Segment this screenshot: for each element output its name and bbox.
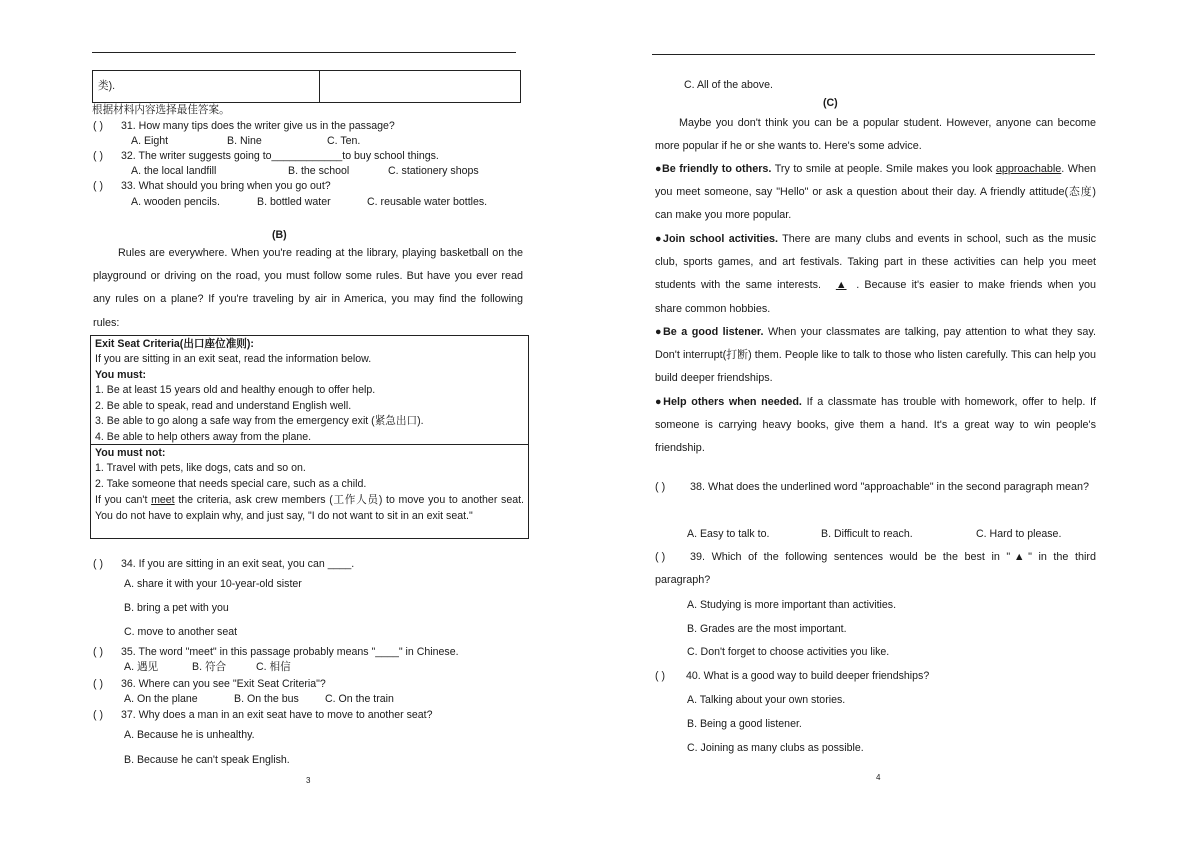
criteria-title: Exit Seat Criteria(出口座位准则): <box>95 338 254 350</box>
q31-option-a[interactable]: A. Eight <box>131 135 169 147</box>
page-number: 3 <box>306 776 311 785</box>
page-number: 4 <box>876 773 881 782</box>
tip-body: . When you meet someone, say "Hello" or ask a question about their day. A friendly attitude(态度) can make you more popular. <box>655 163 1096 222</box>
q32-option-c[interactable]: C. stationery shops <box>388 165 479 177</box>
q40-option-b[interactable]: B. Being a good listener. <box>687 718 802 730</box>
q35-option-c[interactable]: C. 相信 <box>256 661 291 673</box>
q36-option-a[interactable]: A. On the plane <box>124 693 198 705</box>
blank-triangle-marker: ▲ <box>835 279 847 292</box>
section-c-heading: (C) <box>823 97 838 109</box>
must-item: 4. Be able to help others away from the plane. <box>95 431 312 443</box>
section-b-heading: (B) <box>272 229 287 241</box>
tip-be-friendly <box>655 158 1096 228</box>
q33-blank[interactable]: ( ) <box>93 180 103 192</box>
q37-option-b[interactable]: B. Because he can't speak English. <box>124 754 290 766</box>
must-heading: You must: <box>95 369 147 381</box>
tip-join-activities <box>655 228 1096 321</box>
tip-body: When your classmates are talking, pay attention to what they say. Don't interrupt(打断) them. People like to talk to those who listen carefully. This can help you build deeper friendships. <box>655 326 1096 385</box>
section-c-intro <box>655 112 1096 158</box>
q31-blank[interactable]: ( ) <box>93 120 103 132</box>
q35-option-b[interactable]: B. 符合 <box>192 661 227 673</box>
q33-option-b[interactable]: B. bottled water <box>257 196 331 208</box>
q35-option-a[interactable]: A. 遇见 <box>124 661 159 673</box>
q33-option-a[interactable]: A. wooden pencils. <box>131 196 220 208</box>
q36-option-b[interactable]: B. On the bus <box>234 693 299 705</box>
header-rule <box>652 54 1095 55</box>
tip-body: If a classmate has trouble with homework, offer to help. If someone is carrying heavy books, give them a hand. It's a great way to win people's friendship. <box>655 396 1096 455</box>
q37-option-a[interactable]: A. Because he is unhealthy. <box>124 729 255 741</box>
q35-text: 35. The word "meet" in this passage probably means "____" in Chinese. <box>121 646 459 658</box>
q38-blank[interactable]: ( ) <box>655 481 666 493</box>
mustnot-item: 2. Take someone that needs special care, such as a child. <box>95 478 367 490</box>
closing-after: the criteria, ask crew members (工作人员) to move you to another seat. You do not have to explain why, and just say, "I do not want to sit in an exit seat." <box>95 494 525 522</box>
mustnot-item: 1. Travel with pets, like dogs, cats and so on. <box>95 462 306 474</box>
q34-option-a[interactable]: A. share it with your 10-year-old sister <box>124 578 302 590</box>
q31-option-c[interactable]: C. Ten. <box>327 135 361 147</box>
q40-option-c[interactable]: C. Joining as many clubs as possible. <box>687 742 864 754</box>
q38-text: 38. What does the underlined word "approachable" in the second paragraph mean? <box>690 481 1090 493</box>
q31-option-b[interactable]: B. Nine <box>227 135 262 147</box>
q32-option-b[interactable]: B. the school <box>288 165 350 177</box>
exit-seat-criteria-box <box>90 335 529 539</box>
tip-good-listener <box>655 321 1096 391</box>
tip-heading: ●Help others when needed. <box>655 396 802 408</box>
q35-blank[interactable]: ( ) <box>93 646 103 658</box>
intro-text: Maybe you don't think you can be a popular student. However, anyone can become more popular if he or she wants to. Here's some advice. <box>655 117 1096 153</box>
box-divider <box>91 444 528 445</box>
q39-option-c[interactable]: C. Don't forget to choose activities you like. <box>687 646 890 658</box>
q38-option-a[interactable]: A. Easy to talk to. <box>687 528 770 540</box>
tip-help-others <box>655 391 1096 461</box>
underlined-word-approachable: approachable <box>995 163 1062 175</box>
criteria-intro: If you are sitting in an exit seat, read the information below. <box>95 353 372 365</box>
tip-heading: ●Join school activities. <box>655 233 778 245</box>
q39-option-b[interactable]: B. Grades are the most important. <box>687 623 847 635</box>
table-cell-text: 类). <box>98 80 116 92</box>
q31-text: 31. How many tips does the writer give us in the passage? <box>121 120 395 132</box>
q32-text: 32. The writer suggests going to____________to buy school things. <box>121 150 439 162</box>
answer-table-fragment <box>92 70 521 103</box>
q38-option-b[interactable]: B. Difficult to reach. <box>821 528 913 540</box>
carryover-option: C. All of the above. <box>684 79 773 91</box>
q38-option-c[interactable]: C. Hard to please. <box>976 528 1062 540</box>
q36-text: 36. Where can you see "Exit Seat Criteria"? <box>121 678 326 690</box>
q39-option-a[interactable]: A. Studying is more important than activities. <box>687 599 897 611</box>
q34-option-c[interactable]: C. move to another seat <box>124 626 238 638</box>
tip-body: Try to smile at people. Smile makes you look <box>771 163 996 175</box>
q39 <box>655 546 1096 592</box>
tip-body: There are many clubs and events in school, such as the music club, sports games, and art festivals. Taking part in these activities can help you meet students with the same interests. <box>655 233 1096 292</box>
q40-text: 40. What is a good way to build deeper friendships? <box>686 670 930 682</box>
instruction: 根据材料内容选择最佳答案。 <box>92 104 230 116</box>
intro-text: Rules are everywhere. When you're reading at the library, playing basketball on the playground or driving on the road, you must follow some rules. But have you ever read any rules on a plane? If you're traveling by air in America, you may find the following rules: <box>93 247 523 329</box>
tip-heading: ●Be friendly to others. <box>655 163 772 175</box>
q37-blank[interactable]: ( ) <box>93 709 103 721</box>
q33-option-c[interactable]: C. reusable water bottles. <box>367 196 488 208</box>
must-item: 3. Be able to go along a safe way from the emergency exit (紧急出口). <box>95 415 424 427</box>
tip-heading: ●Be a good listener. <box>655 326 764 338</box>
q37-text: 37. Why does a man in an exit seat have to move to another seat? <box>121 709 433 721</box>
q36-blank[interactable]: ( ) <box>93 678 103 690</box>
section-b-intro <box>93 242 523 335</box>
q40-option-a[interactable]: A. Talking about your own stories. <box>687 694 846 706</box>
must-item: 2. Be able to speak, read and understand English well. <box>95 400 352 412</box>
criteria-closing <box>95 493 524 524</box>
must-item: 1. Be at least 15 years old and healthy enough to offer help. <box>95 384 376 396</box>
mustnot-heading: You must not: <box>95 447 166 459</box>
q39-text: 39. Which of the following sentences would be the best in "▲" in the third paragraph? <box>655 551 1096 587</box>
q38 <box>655 476 1096 499</box>
closing-before: If you can't <box>95 494 152 506</box>
table-divider <box>319 71 320 102</box>
underlined-word-meet: meet <box>151 494 175 506</box>
q32-blank[interactable]: ( ) <box>93 150 103 162</box>
q39-blank[interactable]: ( ) <box>655 551 666 563</box>
q32-option-a[interactable]: A. the local landfill <box>131 165 217 177</box>
q33-text: 33. What should you bring when you go out? <box>121 180 331 192</box>
q34-blank[interactable]: ( ) <box>93 558 103 570</box>
page-4 <box>600 0 1200 847</box>
tip-body: . Because it's easier to make friends when you share common hobbies. <box>655 279 1097 315</box>
q34-text: 34. If you are sitting in an exit seat, you can ____. <box>121 558 355 570</box>
header-rule <box>92 52 516 53</box>
q36-option-c[interactable]: C. On the train <box>325 693 394 705</box>
q34-option-b[interactable]: B. bring a pet with you <box>124 602 229 614</box>
q40-blank[interactable]: ( ) <box>655 670 665 682</box>
